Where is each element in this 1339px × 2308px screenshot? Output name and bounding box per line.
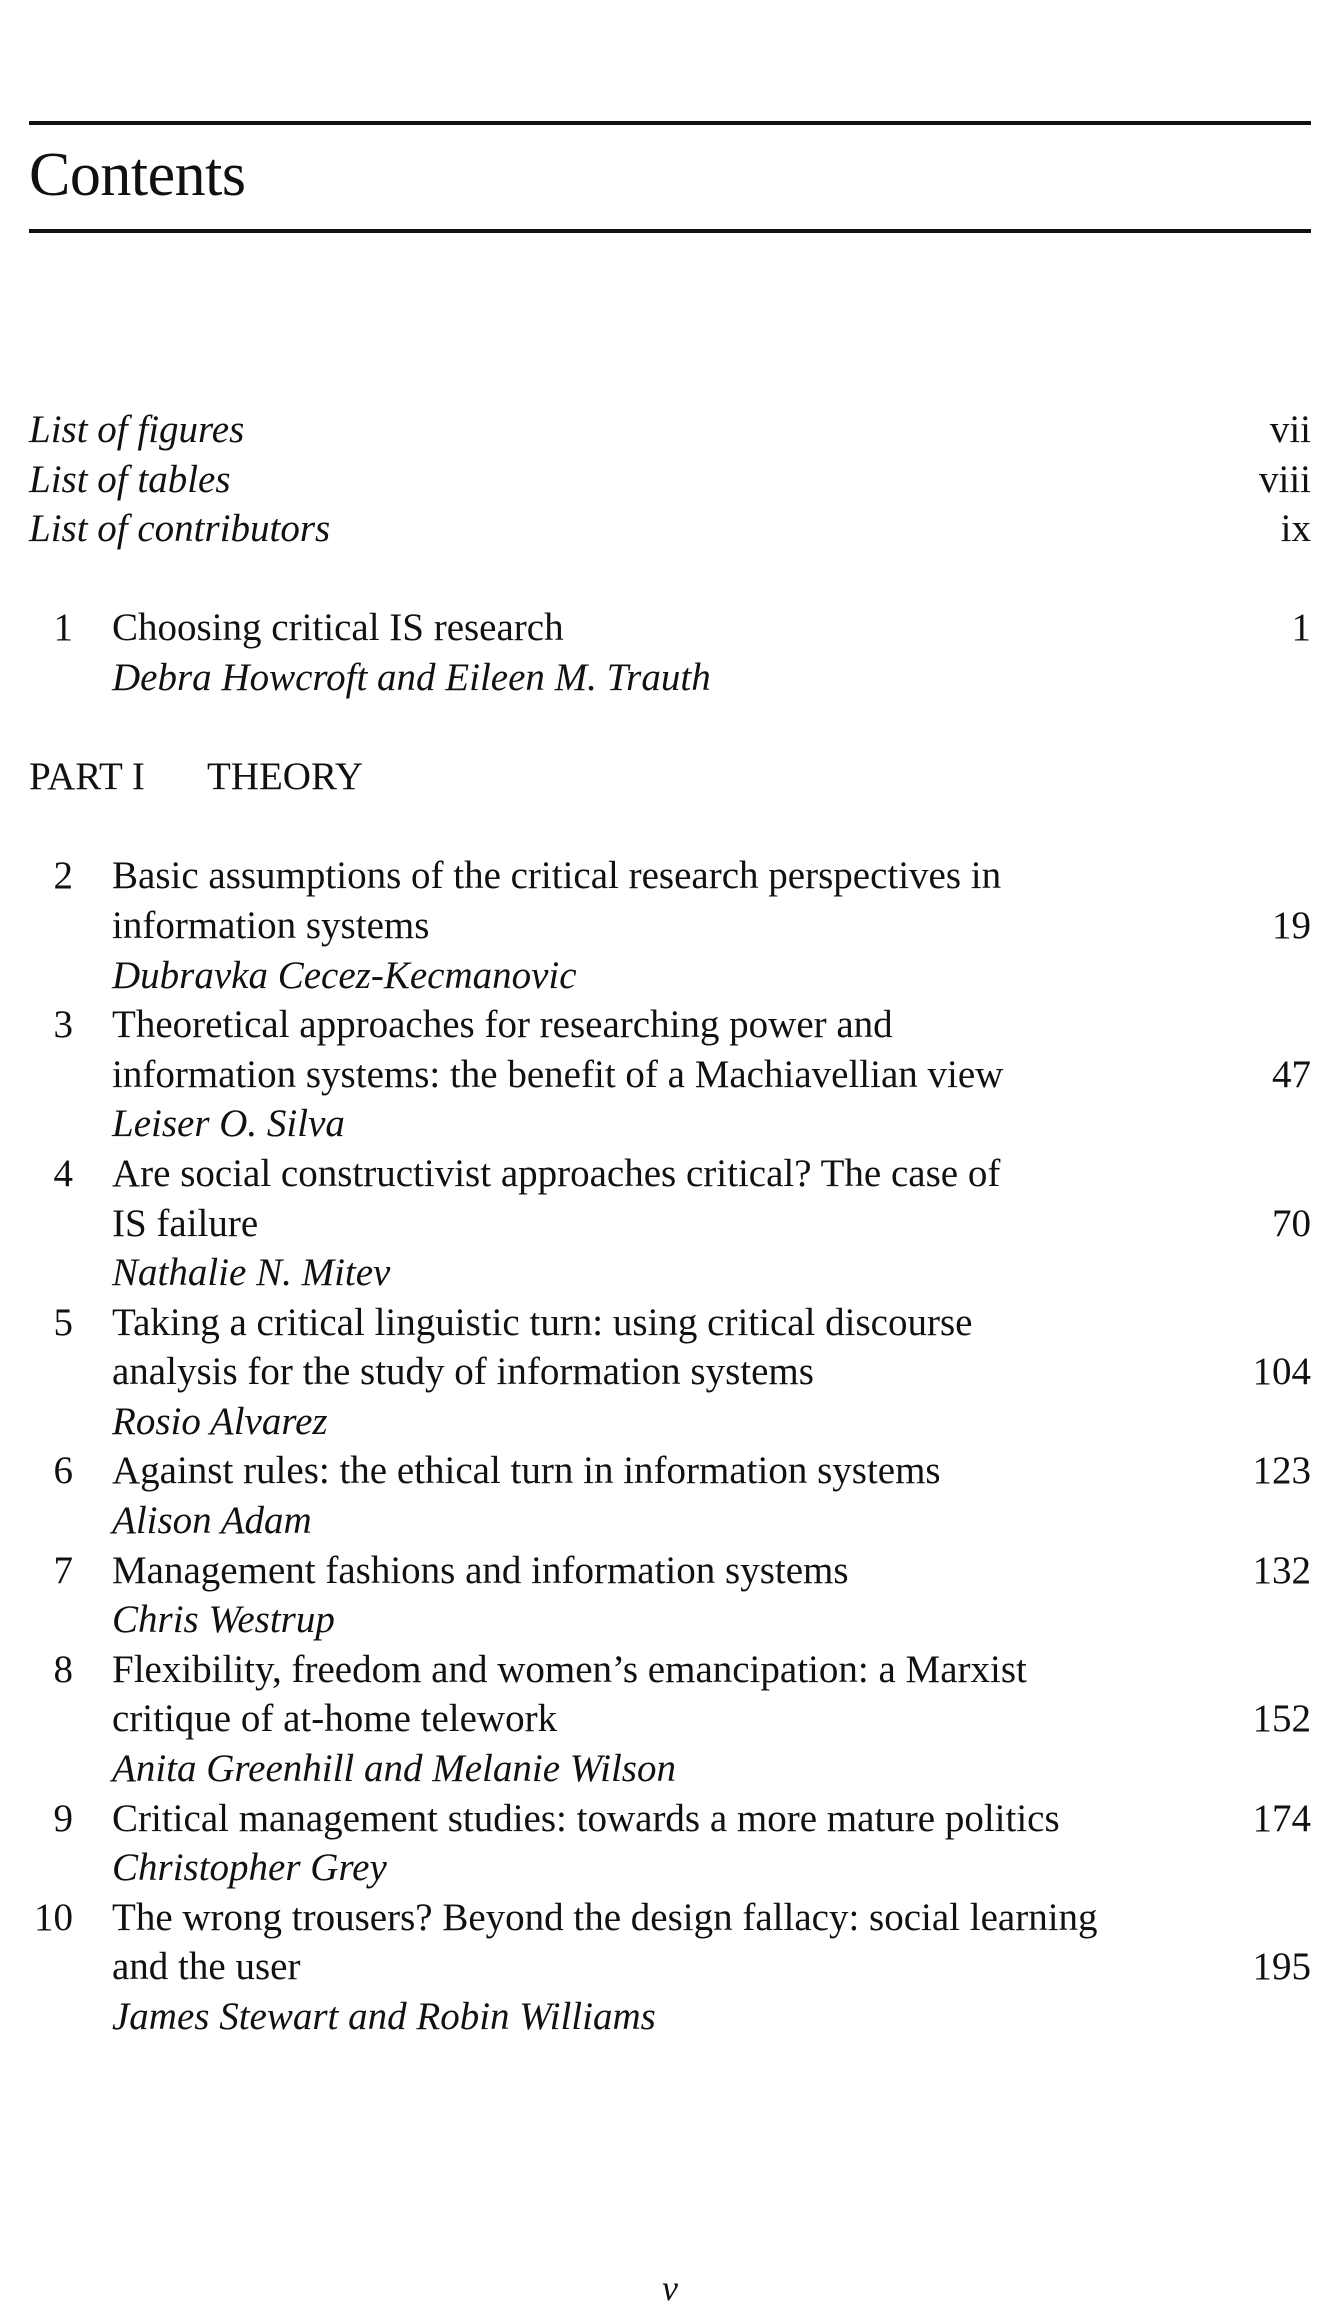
chapter-title: critique of at-home telework xyxy=(112,1697,558,1741)
chapter-author-line xyxy=(29,1843,1311,1893)
toc-entry-chapter-5[interactable] xyxy=(29,1298,1311,1348)
chapter-title: analysis for the study of information systems xyxy=(112,1350,814,1394)
contents-page xyxy=(29,0,1311,2308)
chapter-author: Nathalie N. Mitev xyxy=(112,1251,391,1295)
toc-entry-chapter-8[interactable] xyxy=(29,1645,1311,1695)
chapter-title: Are social constructivist approaches critical? The case of xyxy=(112,1151,1001,1195)
toc-entry-chapter-7[interactable] xyxy=(29,1546,1311,1596)
page-number: 47 xyxy=(1272,1052,1311,1096)
chapter-title: Theoretical approaches for researching power and xyxy=(112,1003,893,1047)
chapter-author-line xyxy=(29,1496,1311,1546)
part-title: THEORY xyxy=(207,755,363,799)
chapter-author: Dubravka Cecez-Kecmanovic xyxy=(112,953,577,997)
page-number: 19 xyxy=(1272,903,1311,947)
toc-entry-chapter-3[interactable] xyxy=(29,1000,1311,1050)
page-number: 174 xyxy=(1252,1796,1311,1840)
chapter-author-line xyxy=(29,1248,1311,1298)
page-number: viii xyxy=(1258,457,1311,501)
page-number: 123 xyxy=(1252,1449,1311,1493)
page-number: ix xyxy=(1280,507,1311,551)
part-heading xyxy=(29,752,1311,802)
top-rule xyxy=(29,121,1311,125)
chapter-number: 5 xyxy=(53,1300,73,1344)
part-label: PART I xyxy=(29,755,145,799)
page-number: 195 xyxy=(1252,1945,1311,1989)
toc-entry-chapter-2[interactable] xyxy=(29,851,1311,901)
page-number: vii xyxy=(1269,408,1311,451)
chapter-author: Leiser O. Silva xyxy=(112,1102,345,1146)
chapter-title: Management fashions and information systems xyxy=(112,1548,849,1592)
chapter-number: 2 xyxy=(53,854,73,898)
chapter-title: Taking a critical linguistic turn: using critical discourse xyxy=(112,1300,973,1344)
toc-entry-chapter-9[interactable] xyxy=(29,1794,1311,1844)
toc-entry-list-of-contributors[interactable] xyxy=(29,504,1311,554)
chapter-author: Debra Howcroft and Eileen M. Trauth xyxy=(112,655,711,699)
chapter-number: 3 xyxy=(53,1003,73,1047)
toc-entry-list-of-tables[interactable] xyxy=(29,455,1311,505)
chapter-title: Against rules: the ethical turn in information systems xyxy=(112,1449,941,1493)
page-number: 132 xyxy=(1252,1548,1311,1592)
spacer xyxy=(29,703,1311,753)
chapter-author: Anita Greenhill and Melanie Wilson xyxy=(112,1747,676,1791)
spacer xyxy=(29,802,1311,852)
chapter-title: Critical management studies: towards a more mature politics xyxy=(112,1796,1060,1840)
chapter-title: Choosing critical IS research xyxy=(112,606,564,650)
page-folio: v xyxy=(662,2268,678,2308)
page-title: Contents xyxy=(29,141,246,209)
page-number: 104 xyxy=(1252,1350,1311,1394)
toc-entry-chapter-4[interactable] xyxy=(29,1149,1311,1199)
chapter-author-line xyxy=(29,653,1311,703)
chapter-title-continued xyxy=(29,1942,1311,1992)
entry-title: List of figures xyxy=(29,408,245,451)
chapter-author: James Stewart and Robin Williams xyxy=(112,1995,656,2038)
chapter-title-continued xyxy=(29,1347,1311,1397)
entry-title: List of contributors xyxy=(29,507,331,551)
chapter-number: 1 xyxy=(53,606,73,650)
chapter-author-line xyxy=(29,951,1311,1001)
chapter-author: Rosio Alvarez xyxy=(112,1399,328,1443)
chapter-author-line xyxy=(29,1595,1311,1645)
page-number: 152 xyxy=(1252,1697,1311,1741)
toc-entry-chapter-1[interactable] xyxy=(29,603,1311,653)
toc-entry-chapter-6[interactable] xyxy=(29,1446,1311,1496)
chapter-author: Alison Adam xyxy=(112,1499,312,1543)
toc-entry-chapter-10[interactable] xyxy=(29,1893,1311,1943)
chapter-author: Chris Westrup xyxy=(112,1598,335,1642)
page-number: 70 xyxy=(1272,1201,1311,1245)
chapter-author-line xyxy=(29,1744,1311,1794)
chapter-author-line xyxy=(29,1397,1311,1447)
chapter-title-continued xyxy=(29,1694,1311,1744)
chapter-title: information systems xyxy=(112,903,430,947)
chapter-number: 9 xyxy=(53,1796,73,1840)
toc-entry-list-of-figures[interactable] xyxy=(29,405,1311,455)
bottom-rule xyxy=(29,229,1311,233)
chapter-author: Christopher Grey xyxy=(112,1846,387,1890)
chapter-number: 4 xyxy=(53,1151,73,1195)
chapter-title-continued xyxy=(29,1050,1311,1100)
chapter-title: information systems: the benefit of a Machiavellian view xyxy=(112,1052,1004,1096)
chapter-title: Basic assumptions of the critical research perspectives in xyxy=(112,854,1002,898)
chapter-number: 8 xyxy=(53,1647,73,1691)
chapter-author-line xyxy=(29,1992,1311,2042)
chapter-number: 10 xyxy=(34,1895,73,1939)
table-of-contents xyxy=(29,405,1311,2042)
chapter-title-continued xyxy=(29,901,1311,951)
chapter-number: 6 xyxy=(53,1449,73,1493)
chapter-number: 7 xyxy=(53,1548,73,1592)
entry-title: List of tables xyxy=(29,457,231,501)
chapter-title: Flexibility, freedom and women’s emancipation: a Marxist xyxy=(112,1647,1027,1691)
chapter-title-continued xyxy=(29,1199,1311,1249)
spacer xyxy=(29,554,1311,604)
chapter-title: IS failure xyxy=(112,1201,259,1245)
chapter-title: and the user xyxy=(112,1945,301,1989)
chapter-title: The wrong trousers? Beyond the design fallacy: social learning xyxy=(112,1895,1098,1939)
chapter-author-line xyxy=(29,1099,1311,1149)
page-number: 1 xyxy=(1291,606,1311,650)
